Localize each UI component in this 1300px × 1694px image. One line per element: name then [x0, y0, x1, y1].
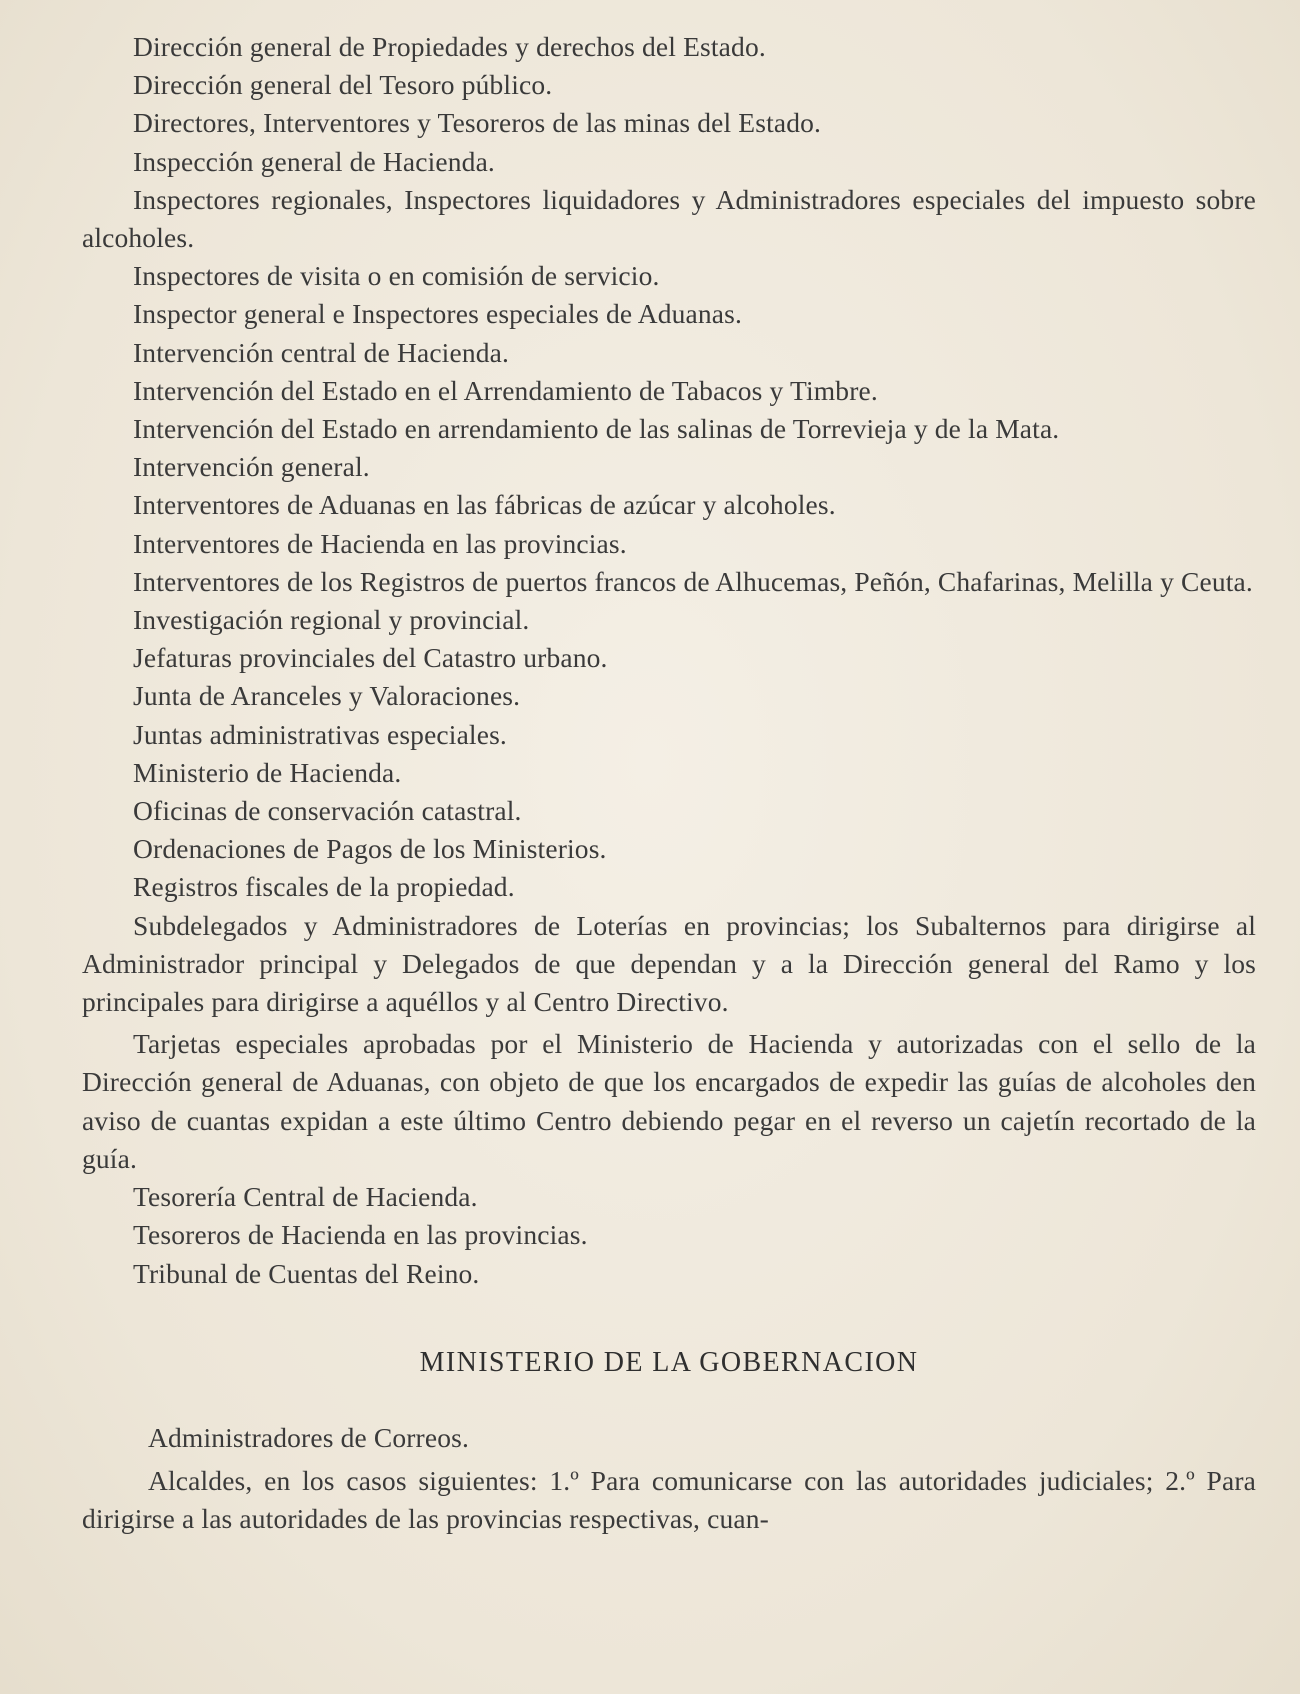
entry-list-gobernacion: [82, 1419, 1256, 1539]
list-item: Interventores de los Registros de puertos francos de Alhucemas, Peñón, Chafarinas, Melilla y Ceuta.: [133, 565, 1253, 597]
list-item: Registros fiscales de la propiedad.: [133, 871, 515, 903]
list-item: Oficinas de conservación catastral.: [133, 795, 522, 827]
list-item: Inspector general e Inspectores especiales de Aduanas.: [133, 298, 743, 330]
list-item: Inspectores regionales, Inspectores liquidadores y Administradores especiales del impuesto sobre alcoholes.: [82, 183, 1256, 254]
list-item: Ordenaciones de Pagos de los Ministerios.: [133, 833, 607, 865]
list-item: Dirección general del Tesoro público.: [133, 69, 553, 101]
list-item: Interventores de Aduanas en las fábricas de azúcar y alcoholes.: [133, 489, 836, 521]
list-item: Directores, Interventores y Tesoreros de las minas del Estado.: [133, 107, 822, 139]
list-item: Juntas administrativas especiales.: [133, 718, 507, 750]
list-item: Administradores de Correos.: [148, 1421, 469, 1453]
list-item: Jefaturas provinciales del Catastro urbano.: [133, 642, 608, 674]
list-item: Interventores de Hacienda en las provincias.: [133, 527, 627, 559]
list-item: Ministerio de Hacienda.: [133, 756, 402, 788]
list-item: Inspección general de Hacienda.: [133, 145, 495, 177]
list-item: Intervención central de Hacienda.: [133, 336, 509, 368]
list-item: Intervención del Estado en el Arrendamiento de Tabacos y Timbre.: [133, 374, 878, 406]
list-item: Intervención general.: [133, 451, 370, 483]
list-item: Investigación regional y provincial.: [133, 604, 530, 636]
list-item: Tarjetas especiales aprobadas por el Ministerio de Hacienda y autorizadas con el sello de la Dirección general de Aduanas, con objeto de que los encargados de expedir las guías de alcoholes den aviso de cuantas expidan a este último Centro debiendo pegar en el reverso un cajetín recortado de la guía.: [82, 1028, 1256, 1174]
list-item: Tesorería Central de Hacienda.: [133, 1181, 478, 1213]
list-item: Tesoreros de Hacienda en las provincias.: [133, 1219, 588, 1251]
list-item: Inspectores de visita o en comisión de servicio.: [133, 260, 660, 292]
list-item: Intervención del Estado en arrendamiento de las salinas de Torrevieja y de la Mata.: [133, 413, 1060, 445]
list-item: Alcaldes, en los casos siguientes: 1.º Para comunicarse con las autoridades judiciales; 2.º Para dirigirse a las autoridades de las provincias respectivas, cuan-: [82, 1464, 1256, 1535]
list-item: Junta de Aranceles y Valoraciones.: [133, 680, 521, 712]
list-item: Dirección general de Propiedades y derechos del Estado.: [133, 31, 766, 62]
list-item: Subdelegados y Administradores de Loterías en provincias; los Subalternos para dirigirse al Administrador principal y Delegados de que dependan y a la Dirección general del Ramo y los principales para dirigirse a aquéllos y al Centro Directivo.: [82, 909, 1256, 1018]
list-item: Tribunal de Cuentas del Reino.: [133, 1257, 480, 1289]
entry-list-hacienda: [82, 28, 1256, 1293]
section-heading: MINISTERIO DE LA GOBERNACION: [419, 1346, 919, 1378]
